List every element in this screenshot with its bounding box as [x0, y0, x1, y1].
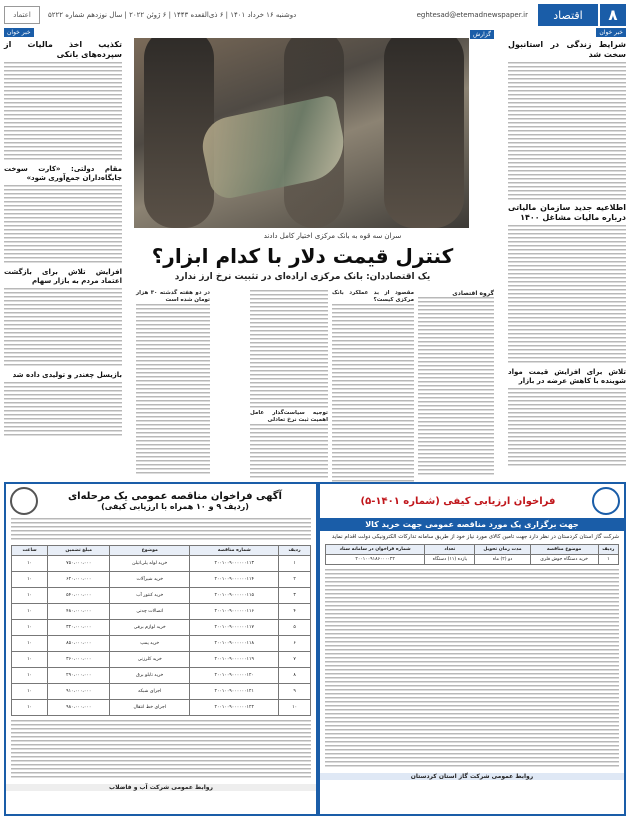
right-article-1-body	[508, 62, 626, 200]
table-cell: خرید لوازم برقی	[110, 620, 190, 636]
table-cell: ۵	[279, 620, 311, 636]
left-headline-4: بازیسل چغندر و تولیدی داده شد	[12, 371, 122, 379]
left-article-4-body	[4, 382, 122, 437]
table-cell: ۱۰	[279, 700, 311, 716]
table-cell: ۲۰۰۱۰۰۹۰۰۰۰۰۰۱۲۱	[190, 684, 279, 700]
table-cell: ۱۰	[12, 556, 48, 572]
ad-right-footer: روابط عمومی شرکت گاز استان کردستان	[320, 773, 624, 780]
table-cell: خرید دستگاه جوش فلزی	[530, 555, 598, 565]
table-cell: خرید پمپ	[110, 636, 190, 652]
main-col-3	[250, 290, 328, 479]
subhead-2: در دو هفته گذشته ۳۰ هزار تومان شده است	[136, 290, 211, 303]
table-row	[12, 668, 311, 684]
table-header: مدت زمان تحویل	[475, 545, 530, 555]
table-cell: خرید کلرزنی	[110, 652, 190, 668]
ad-gas-company	[318, 482, 626, 816]
table-header: ردیف	[279, 546, 311, 556]
table-cell: دو (۲) ماه	[475, 555, 530, 565]
table-cell: اجرای خط انتقال	[110, 700, 190, 716]
table-cell: ۲۹۰،۰۰۰،۰۰۰	[48, 668, 110, 684]
ad-left-intro	[11, 518, 311, 542]
main-deck: یک اقتصاددان: بانک مرکزی اراده‌ای در تثبیت نرخ ارز ندارد	[174, 272, 431, 282]
table-row	[12, 652, 311, 668]
table-cell: ۱۰	[12, 700, 48, 716]
ad-left-title: آگهی فراخوان مناقصه عمومی یک مرحله‌ای	[68, 491, 282, 502]
table-header: ردیف	[598, 545, 618, 555]
table-cell: ۸۵۰،۰۰۰،۰۰۰	[48, 636, 110, 652]
table-row	[12, 604, 311, 620]
section-label: اقتصاد	[538, 4, 598, 26]
main-col-4	[136, 290, 210, 476]
ad-right-intro: شرکت گاز استان کردستان در نظر دارد جهت تامین کالای مورد نیاز خود از طریق سامانه تدارکات الکترونیکی دولت اقدام نماید	[331, 534, 619, 540]
table-header: شماره فراخوان در سامانه ستاد	[326, 545, 425, 555]
table-cell: ۸	[279, 668, 311, 684]
table-cell: خرید کنتور آب	[110, 588, 190, 604]
table-cell: ۲۰۰۱۰۰۹۰۰۰۰۰۰۱۱۴	[190, 572, 279, 588]
table-header: تعداد	[425, 545, 475, 555]
left-headline-2: مقام دولتی: «کارت سوخت جایگاه‌داران جمع‌آوری شود»	[4, 165, 122, 182]
table-header: شماره مناقصه	[190, 546, 279, 556]
gas-company-logo-icon	[592, 487, 620, 515]
table-cell: ۲	[279, 572, 311, 588]
left-article-3-body	[4, 288, 122, 368]
table-header: موضوع مناقصه	[530, 545, 598, 555]
table-cell: ۲۰۰۱۰۰۹۰۰۰۰۰۰۱۱۹	[190, 652, 279, 668]
table-cell: ۳	[279, 588, 311, 604]
table-cell: اجرای شبکه	[110, 684, 190, 700]
left-article-1-body	[4, 62, 122, 162]
right-headline-2: اطلاعیه جدید سازمان مالیاتی درباره مالیات مشاغل ۱۴۰۰	[508, 203, 626, 222]
ad-left-table	[11, 545, 311, 716]
table-cell: ۲۰۰۱۰۰۹۰۰۰۰۰۰۱۱۷	[190, 620, 279, 636]
table-cell: ۳۲۰،۰۰۰،۰۰۰	[48, 620, 110, 636]
table-cell: ۱	[279, 556, 311, 572]
right-headline-1: شرایط زندگی در استانبول سخت شد	[508, 40, 626, 59]
main-col-1	[418, 290, 494, 477]
table-header: موضوع	[110, 546, 190, 556]
right-headline-3: تلاش برای افزایش قیمت مواد شوینده با کاهش عرضه در بازار	[508, 368, 626, 385]
news-tag: خبر خوان	[596, 28, 626, 37]
table-cell: ۷۵۰،۰۰۰،۰۰۰	[48, 556, 110, 572]
table-cell: ۱۰	[12, 668, 48, 684]
table-row	[12, 636, 311, 652]
table-row	[12, 700, 311, 716]
table-cell: ۹۱۰،۰۰۰،۰۰۰	[48, 684, 110, 700]
ad-right-body	[325, 569, 619, 769]
table-cell: ۲۰۰۱۰۰۹۰۰۰۰۰۰۱۱۳	[190, 556, 279, 572]
table-row	[12, 620, 311, 636]
date-line: دوشنبه ۱۶ خرداد ۱۴۰۱ | ۶ ذی‌القعده ۱۴۴۳ | ۶ ژوئن ۲۰۲۲ | سال نوزدهم شماره ۵۲۲۲	[48, 11, 297, 19]
left-column	[4, 28, 122, 478]
left-headline-1: تکذیب اخذ مالیات از سپرده‌های بانکی	[4, 40, 122, 59]
table-cell: خرید شیرآلات	[110, 572, 190, 588]
email-address: eghtesad@etemadnewspaper.ir	[416, 11, 528, 19]
table-cell: ۱	[598, 555, 618, 565]
subhead-1: مقصود از بد عملکرد بانک مرکزی کیست؟	[332, 290, 414, 303]
table-cell: ۶۲۰،۰۰۰،۰۰۰	[48, 572, 110, 588]
water-company-logo-icon	[10, 487, 38, 515]
table-header: مبلغ تضمین	[48, 546, 110, 556]
table-cell: ۲۰۰۱۰۰۹۰۰۰۰۰۰۱۱۵	[190, 588, 279, 604]
main-col-3-body-a	[250, 290, 328, 410]
group-label: گروه اقتصادی	[452, 290, 494, 297]
table-cell: ۶	[279, 636, 311, 652]
table-cell: ۳۶۰،۰۰۰،۰۰۰	[48, 652, 110, 668]
masthead	[4, 4, 626, 26]
table-cell: ۱۰	[12, 636, 48, 652]
table-cell: اتصالات چدنی	[110, 604, 190, 620]
main-col-1-body	[418, 297, 494, 477]
main-col-3-body-b	[250, 424, 328, 479]
table-cell: ۲۰۰۱۰۰۹۰۰۰۰۰۰۱۲۲	[190, 700, 279, 716]
left-article-2-body	[4, 185, 122, 265]
table-cell: ۷	[279, 652, 311, 668]
ad-water-tender	[4, 482, 318, 816]
cover-photo-money-exchange	[134, 38, 469, 228]
main-col-2	[332, 290, 414, 486]
ad-right-subtitle: جهت برگزاری یک مورد مناقصه عمومی جهت خرید کالا	[320, 518, 624, 531]
ad-right-table	[325, 544, 619, 565]
table-row	[326, 555, 619, 565]
table-cell: ۲۰۰۱۰۰۹۰۰۰۰۰۰۱۱۸	[190, 636, 279, 652]
report-tag: گزارش	[470, 30, 494, 39]
table-cell: ۹۸۰،۰۰۰،۰۰۰	[48, 700, 110, 716]
table-cell: ۲۰۰۱۰۰۹۰۰۰۰۰۰۱۱۶	[190, 604, 279, 620]
table-cell: ۱۰	[12, 604, 48, 620]
table-row	[12, 684, 311, 700]
table-cell: ۲۰۰۱۰۰۹۰۰۰۰۰۰۱۲۰	[190, 668, 279, 684]
table-cell: ۱۰	[12, 620, 48, 636]
table-cell: یازده (۱۱) دستگاه	[425, 555, 475, 565]
main-kicker: سران سه قوه به بانک مرکزی اختیار کامل دادند	[263, 232, 402, 240]
table-cell: خرید لوله پلی‌اتیلن	[110, 556, 190, 572]
table-row	[12, 572, 311, 588]
ad-left-subtitle: (ردیف ۹ و ۱۰ همراه با ارزیابی کیفی)	[101, 502, 249, 511]
main-col-2-body	[332, 304, 414, 486]
right-article-2-body	[508, 225, 626, 365]
table-cell: ۹	[279, 684, 311, 700]
table-cell: ۱۰	[12, 684, 48, 700]
table-row	[12, 588, 311, 604]
ad-left-footer: روابط عمومی شرکت آب و فاضلاب	[6, 784, 316, 791]
table-header: ساعت	[12, 546, 48, 556]
main-headline: کنترل قیمت دلار با کدام ابزار؟	[151, 244, 454, 268]
page-number: ۸	[600, 4, 626, 26]
table-cell: ۲۰۰۱۰۰۹۱۸۶۰۰۰۰۲۲	[326, 555, 425, 565]
ad-right-title: فراخوان ارزیابی کیفی (شماره ۱۴۰۱-۵)	[360, 495, 556, 507]
right-column	[508, 28, 626, 478]
table-row	[12, 556, 311, 572]
table-cell: ۱۰	[12, 652, 48, 668]
table-cell: ۴	[279, 604, 311, 620]
subhead-3: توجیه سیاست‌گذار عامل اهمیت ثبت نرخ تعادلی	[250, 410, 328, 423]
news-tag-left: خبر خوان	[4, 28, 34, 37]
table-cell: ۴۸۰،۰۰۰،۰۰۰	[48, 604, 110, 620]
ad-left-body	[11, 720, 311, 780]
table-cell: ۱۰	[12, 588, 48, 604]
table-cell: ۵۴۰،۰۰۰،۰۰۰	[48, 588, 110, 604]
main-col-4-body	[136, 304, 210, 476]
table-cell: ۱۰	[12, 572, 48, 588]
newspaper-logo: اعتماد	[4, 6, 40, 24]
right-article-3-body	[508, 388, 626, 468]
left-headline-3: افزایش تلاش برای بازگشت اعتماد مردم به بازار سهام	[4, 268, 122, 285]
table-cell: خرید تابلو برق	[110, 668, 190, 684]
